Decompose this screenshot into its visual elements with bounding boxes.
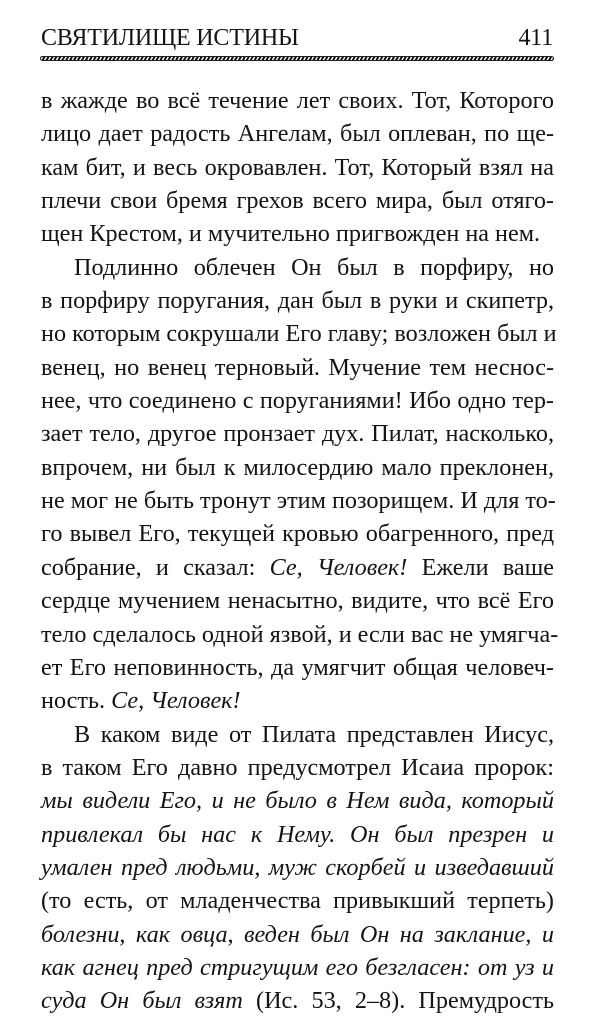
text-line bbox=[41, 718, 554, 751]
text-segment: Ежели ваше bbox=[407, 553, 554, 581]
page-number: 411 bbox=[518, 25, 553, 51]
text-segment: тело сделалось одной язвой, и если вас не умягча- bbox=[41, 620, 559, 648]
italic-quote: Се, Человек! bbox=[111, 687, 241, 715]
text-segment: сердце мучением ненасытно, видите, что всё Его bbox=[41, 587, 554, 615]
text-segment: щен Крестом, и мучительно пригвожден на нем. bbox=[41, 220, 541, 248]
running-head bbox=[41, 24, 553, 52]
text-line bbox=[41, 484, 554, 517]
text-line bbox=[41, 351, 554, 384]
text-segment: в таком Его давно предусмотрел Исаиа пророк: bbox=[41, 753, 554, 781]
text-segment: в жажде во всё течение лет своих. Тот, Которого bbox=[41, 87, 554, 114]
text-segment: В каком виде от Пилата представлен Иисус, bbox=[74, 720, 554, 748]
text-segment: нее, что соединено с поруганиями! Ибо одно тер- bbox=[41, 387, 554, 415]
text-segment: собрание, и сказал: bbox=[41, 553, 270, 581]
text-segment: плечи свои бремя грехов всего мира, был отяго- bbox=[41, 187, 554, 215]
italic-quote: умален пред людьми, муж скорбей и изведавший bbox=[41, 853, 554, 881]
italic-quote: как агнец пред стригущим его безгласен: от уз и bbox=[41, 953, 554, 981]
text-line bbox=[41, 951, 554, 984]
text-segment: в порфиру поругания, дан был в руки и скипетр, bbox=[41, 287, 554, 315]
text-line bbox=[41, 551, 554, 584]
text-segment: Подлинно облечен Он был в порфиру, но bbox=[74, 253, 554, 281]
text-line bbox=[41, 851, 554, 884]
text-line bbox=[41, 384, 554, 417]
italic-quote: привлекал бы нас к Нему. Он был презрен и bbox=[41, 820, 554, 848]
italic-quote: болезни, как овца, веден был Он на заклание, и bbox=[41, 920, 554, 948]
text-line bbox=[41, 784, 554, 817]
text-line bbox=[41, 117, 554, 150]
text-segment: но которым сокрушали Его главу; возложен был и bbox=[41, 320, 557, 348]
text-line bbox=[41, 918, 554, 951]
text-line bbox=[41, 684, 554, 717]
text-line bbox=[41, 184, 554, 217]
italic-quote: Се, Человек! bbox=[269, 553, 408, 581]
text-line bbox=[41, 818, 554, 851]
text-line bbox=[41, 451, 554, 484]
text-segment: лицо дает радость Ангелам, был оплеван, по ще- bbox=[41, 120, 554, 148]
italic-quote: мы видели Его, и не было в Нем вида, который bbox=[41, 787, 554, 815]
text-line bbox=[41, 217, 554, 250]
text-line bbox=[41, 584, 554, 617]
text-segment: кам бит, и весь окровавлен. Тот, Который взял на bbox=[41, 153, 554, 181]
text-segment: впрочем, ни был к милосердию мало преклонен, bbox=[41, 453, 554, 481]
text-segment: зает тело, другое пронзает дух. Пилат, насколько, bbox=[41, 420, 554, 448]
text-segment: венец, но венец терновый. Мучение тем неснос- bbox=[41, 353, 554, 381]
text-line bbox=[41, 984, 554, 1017]
text-line bbox=[41, 517, 554, 550]
text-line bbox=[41, 84, 554, 117]
text-line bbox=[41, 751, 554, 784]
text-segment: не мог не быть тронут этим позорищем. И для то- bbox=[41, 487, 556, 515]
italic-quote: суда Он был взят bbox=[41, 987, 243, 1015]
running-head-title: СВЯТИЛИЩЕ ИСТИНЫ bbox=[41, 25, 299, 51]
text-line bbox=[41, 651, 554, 684]
text-segment: ность. bbox=[41, 687, 112, 715]
text-line bbox=[41, 251, 554, 284]
text-line bbox=[41, 151, 554, 184]
decorative-rope-rule bbox=[40, 56, 554, 61]
text-line bbox=[41, 317, 557, 350]
text-segment: (то есть, от младенчества привыкший терпеть) bbox=[41, 887, 554, 915]
text-segment: ет Его неповинность, да умягчит общая человеч- bbox=[41, 653, 554, 681]
body-text bbox=[41, 84, 559, 1018]
text-segment: го вывел Его, текущей кровью обагренного, пред bbox=[41, 520, 554, 548]
text-line bbox=[41, 884, 554, 917]
text-line bbox=[41, 284, 554, 317]
text-line bbox=[41, 618, 559, 651]
text-line bbox=[41, 417, 554, 450]
text-segment: (Ис. 53, 2–8). Премудрость bbox=[242, 987, 554, 1015]
